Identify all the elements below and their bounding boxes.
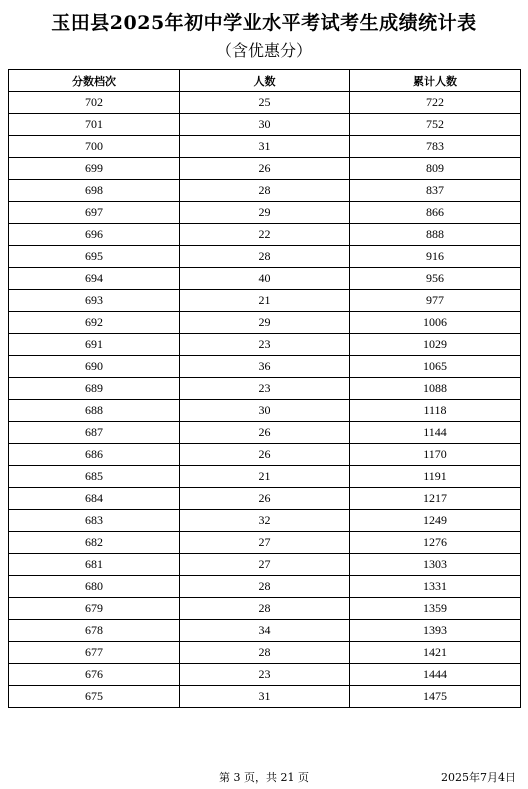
table-row xyxy=(9,334,521,356)
cumulative-cell: 752 xyxy=(350,114,521,136)
score-band-cell: 680 xyxy=(9,576,180,598)
score-band-cell: 698 xyxy=(9,180,180,202)
score-band-cell: 699 xyxy=(9,158,180,180)
cumulative-cell: 1421 xyxy=(350,642,521,664)
score-band-cell: 685 xyxy=(9,466,180,488)
count-cell: 21 xyxy=(180,290,350,312)
cumulative-cell: 1249 xyxy=(350,510,521,532)
cumulative-cell: 1393 xyxy=(350,620,521,642)
table-row xyxy=(9,620,521,642)
cumulative-cell: 1088 xyxy=(350,378,521,400)
count-cell: 29 xyxy=(180,202,350,224)
cumulative-cell: 1217 xyxy=(350,488,521,510)
cumulative-cell: 722 xyxy=(350,92,521,114)
table-row xyxy=(9,686,521,708)
cumulative-cell: 1359 xyxy=(350,598,521,620)
cumulative-cell: 866 xyxy=(350,202,521,224)
cumulative-cell: 888 xyxy=(350,224,521,246)
cumulative-cell: 1303 xyxy=(350,554,521,576)
table-row xyxy=(9,532,521,554)
score-band-cell: 684 xyxy=(9,488,180,510)
count-cell: 32 xyxy=(180,510,350,532)
score-band-cell: 695 xyxy=(9,246,180,268)
score-band-cell: 675 xyxy=(9,686,180,708)
score-band-cell: 676 xyxy=(9,664,180,686)
count-cell: 25 xyxy=(180,92,350,114)
score-band-cell: 700 xyxy=(9,136,180,158)
cumulative-cell: 837 xyxy=(350,180,521,202)
score-band-cell: 693 xyxy=(9,290,180,312)
cumulative-cell: 1331 xyxy=(350,576,521,598)
count-cell: 26 xyxy=(180,158,350,180)
score-band-cell: 694 xyxy=(9,268,180,290)
cumulative-cell: 977 xyxy=(350,290,521,312)
count-cell: 23 xyxy=(180,334,350,356)
count-cell: 26 xyxy=(180,422,350,444)
column-header-cumulative: 累计人数 xyxy=(350,70,521,92)
cumulative-cell: 1475 xyxy=(350,686,521,708)
score-band-cell: 678 xyxy=(9,620,180,642)
cumulative-cell: 916 xyxy=(350,246,521,268)
table-row xyxy=(9,246,521,268)
table-row xyxy=(9,576,521,598)
count-cell: 28 xyxy=(180,576,350,598)
count-cell: 31 xyxy=(180,136,350,158)
cumulative-cell: 809 xyxy=(350,158,521,180)
cumulative-cell: 1444 xyxy=(350,664,521,686)
table-row xyxy=(9,554,521,576)
table-row xyxy=(9,290,521,312)
table-header-row xyxy=(9,70,521,92)
score-band-cell: 679 xyxy=(9,598,180,620)
count-cell: 36 xyxy=(180,356,350,378)
score-statistics-table xyxy=(8,69,521,708)
column-header-score-band: 分数档次 xyxy=(9,70,180,92)
score-band-cell: 681 xyxy=(9,554,180,576)
cumulative-cell: 1144 xyxy=(350,422,521,444)
table-row xyxy=(9,312,521,334)
count-cell: 28 xyxy=(180,642,350,664)
score-band-cell: 686 xyxy=(9,444,180,466)
score-band-cell: 701 xyxy=(9,114,180,136)
table-row xyxy=(9,422,521,444)
cumulative-cell: 956 xyxy=(350,268,521,290)
score-band-cell: 702 xyxy=(9,92,180,114)
footer-date: 2025年7月4日 xyxy=(441,771,516,784)
count-cell: 22 xyxy=(180,224,350,246)
score-band-cell: 689 xyxy=(9,378,180,400)
table-body xyxy=(9,92,521,708)
table-row xyxy=(9,664,521,686)
score-band-cell: 691 xyxy=(9,334,180,356)
table-row xyxy=(9,466,521,488)
table-row xyxy=(9,158,521,180)
count-cell: 26 xyxy=(180,444,350,466)
cumulative-cell: 1006 xyxy=(350,312,521,334)
table-row xyxy=(9,510,521,532)
table-row xyxy=(9,202,521,224)
count-cell: 40 xyxy=(180,268,350,290)
count-cell: 31 xyxy=(180,686,350,708)
cumulative-cell: 1065 xyxy=(350,356,521,378)
score-band-cell: 696 xyxy=(9,224,180,246)
score-band-cell: 682 xyxy=(9,532,180,554)
count-cell: 30 xyxy=(180,114,350,136)
count-cell: 26 xyxy=(180,488,350,510)
table-row xyxy=(9,356,521,378)
score-band-cell: 688 xyxy=(9,400,180,422)
page-title: 玉田县2025年初中学业水平考试考生成绩统计表 xyxy=(51,12,477,34)
table-row xyxy=(9,598,521,620)
table-row xyxy=(9,92,521,114)
column-header-count: 人数 xyxy=(180,70,350,92)
score-band-cell: 690 xyxy=(9,356,180,378)
count-cell: 34 xyxy=(180,620,350,642)
cumulative-cell: 783 xyxy=(350,136,521,158)
table-row xyxy=(9,488,521,510)
table-row xyxy=(9,400,521,422)
count-cell: 23 xyxy=(180,664,350,686)
table-row xyxy=(9,268,521,290)
count-cell: 27 xyxy=(180,554,350,576)
table-row xyxy=(9,114,521,136)
page-subtitle: （含优惠分） xyxy=(215,41,312,60)
table-row xyxy=(9,224,521,246)
count-cell: 29 xyxy=(180,312,350,334)
count-cell: 28 xyxy=(180,180,350,202)
table-row xyxy=(9,136,521,158)
score-band-cell: 677 xyxy=(9,642,180,664)
count-cell: 30 xyxy=(180,400,350,422)
cumulative-cell: 1029 xyxy=(350,334,521,356)
table-row xyxy=(9,180,521,202)
cumulative-cell: 1118 xyxy=(350,400,521,422)
count-cell: 28 xyxy=(180,246,350,268)
cumulative-cell: 1170 xyxy=(350,444,521,466)
page-number: 第 3 页，共 21 页 xyxy=(219,771,309,784)
table-row xyxy=(9,378,521,400)
score-band-cell: 692 xyxy=(9,312,180,334)
score-band-cell: 683 xyxy=(9,510,180,532)
score-band-cell: 697 xyxy=(9,202,180,224)
cumulative-cell: 1276 xyxy=(350,532,521,554)
count-cell: 23 xyxy=(180,378,350,400)
count-cell: 27 xyxy=(180,532,350,554)
score-band-cell: 687 xyxy=(9,422,180,444)
table-row xyxy=(9,642,521,664)
cumulative-cell: 1191 xyxy=(350,466,521,488)
count-cell: 21 xyxy=(180,466,350,488)
count-cell: 28 xyxy=(180,598,350,620)
table-row xyxy=(9,444,521,466)
